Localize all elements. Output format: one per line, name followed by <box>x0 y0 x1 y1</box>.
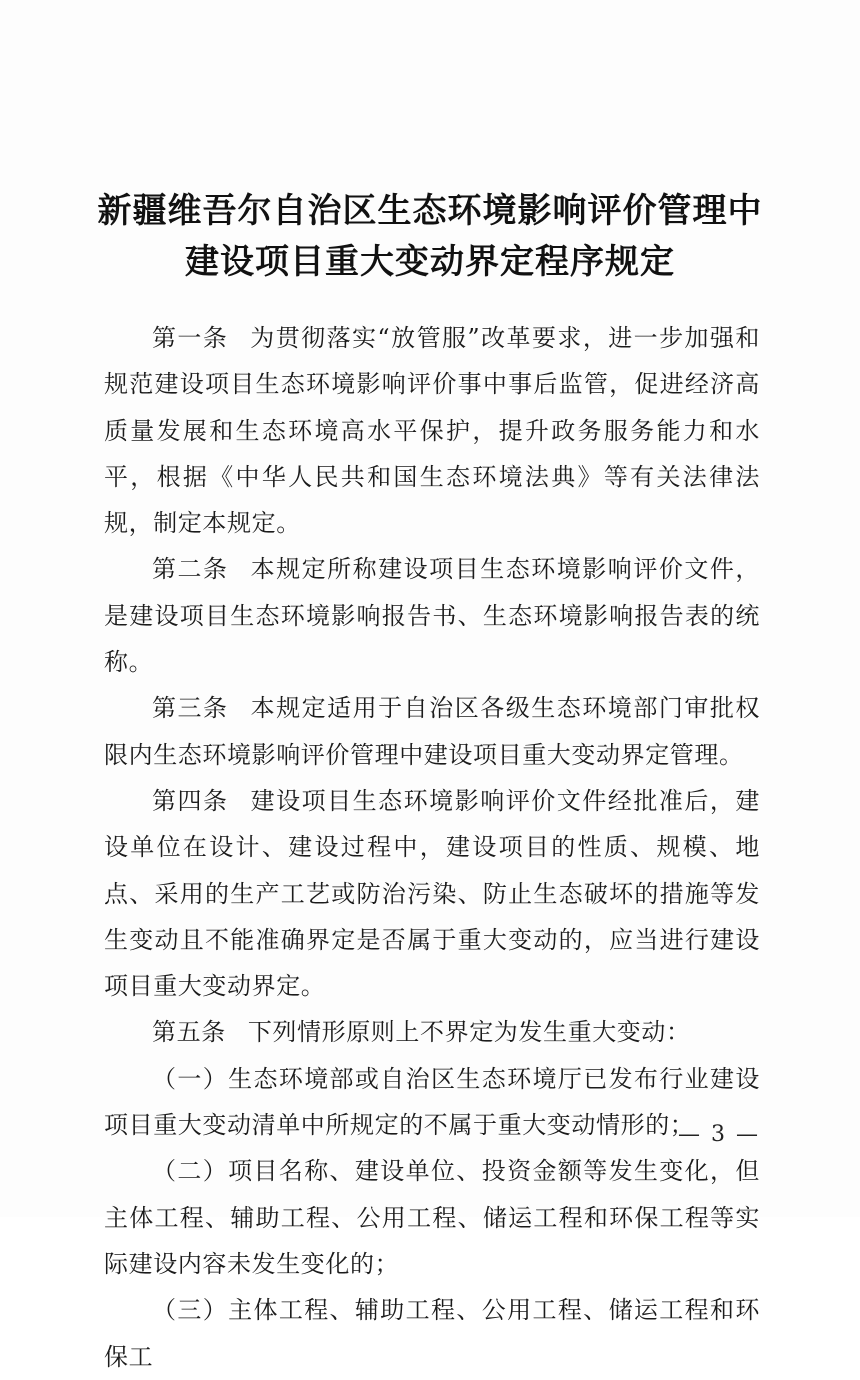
article-2 <box>104 546 760 685</box>
article-label: 第三条 <box>152 694 229 723</box>
article-text: 为贯彻落实“放管服”改革要求，进一步加强和规范建设项目生态环境影响评价事中事后监管，促进经济高质量发展和生态环境高水平保护，提升政务服务能力和水平，根据《中华人民共和国生态环境法典》等有关法律法规，制定本规定。 <box>104 324 760 538</box>
article-text: 建设项目生态环境影响评价文件经批准后，建设单位在设计、建设过程中，建设项目的性质、规模、地点、采用的生产工艺或防治污染、防止生态破坏的措施等发生变动且不能准确界定是否属于重大变动的，应当进行建设项目重大变动界定。 <box>104 786 760 1001</box>
article-label: 第四条 <box>152 786 229 815</box>
clause-text: （一）生态环境部或自治区生态环境厅已发布行业建设项目重大变动清单中所规定的不属于重大变动情形的； <box>104 1064 760 1140</box>
clause-3 <box>104 1287 760 1380</box>
document-body <box>104 315 760 1380</box>
document-title <box>0 186 860 288</box>
clause-text: （二）项目名称、建设单位、投资金额等发生变化，但主体工程、辅助工程、公用工程、储运工程和环保工程等实际建设内容未发生变化的； <box>104 1157 760 1278</box>
article-label: 第五条 <box>152 1018 226 1047</box>
page-number: — 3 — <box>678 1122 760 1147</box>
article-text: 本规定适用于自治区各级生态环境部门审批权限内生态环境影响评价管理中建设项目重大变动界定管理。 <box>104 694 760 769</box>
clause-1 <box>104 1056 760 1149</box>
article-label: 第二条 <box>152 555 229 584</box>
clause-text: （三）主体工程、辅助工程、公用工程、储运工程和环保工 <box>104 1296 760 1371</box>
article-3 <box>104 685 760 778</box>
article-4 <box>104 778 760 1009</box>
article-label: 第一条 <box>152 324 229 352</box>
article-text: 本规定所称建设项目生态环境影响评价文件，是建设项目生态环境影响报告书、生态环境影响报告表的统称。 <box>104 555 760 677</box>
article-1 <box>104 315 760 546</box>
title-line-2: 建设项目重大变动界定程序规定 <box>185 242 675 282</box>
title-line-1: 新疆维吾尔自治区生态环境影响评价管理中 <box>97 191 763 231</box>
clause-2 <box>104 1148 760 1287</box>
article-5 <box>104 1009 760 1055</box>
article-text: 下列情形原则上不界定为发生重大变动： <box>247 1018 691 1047</box>
